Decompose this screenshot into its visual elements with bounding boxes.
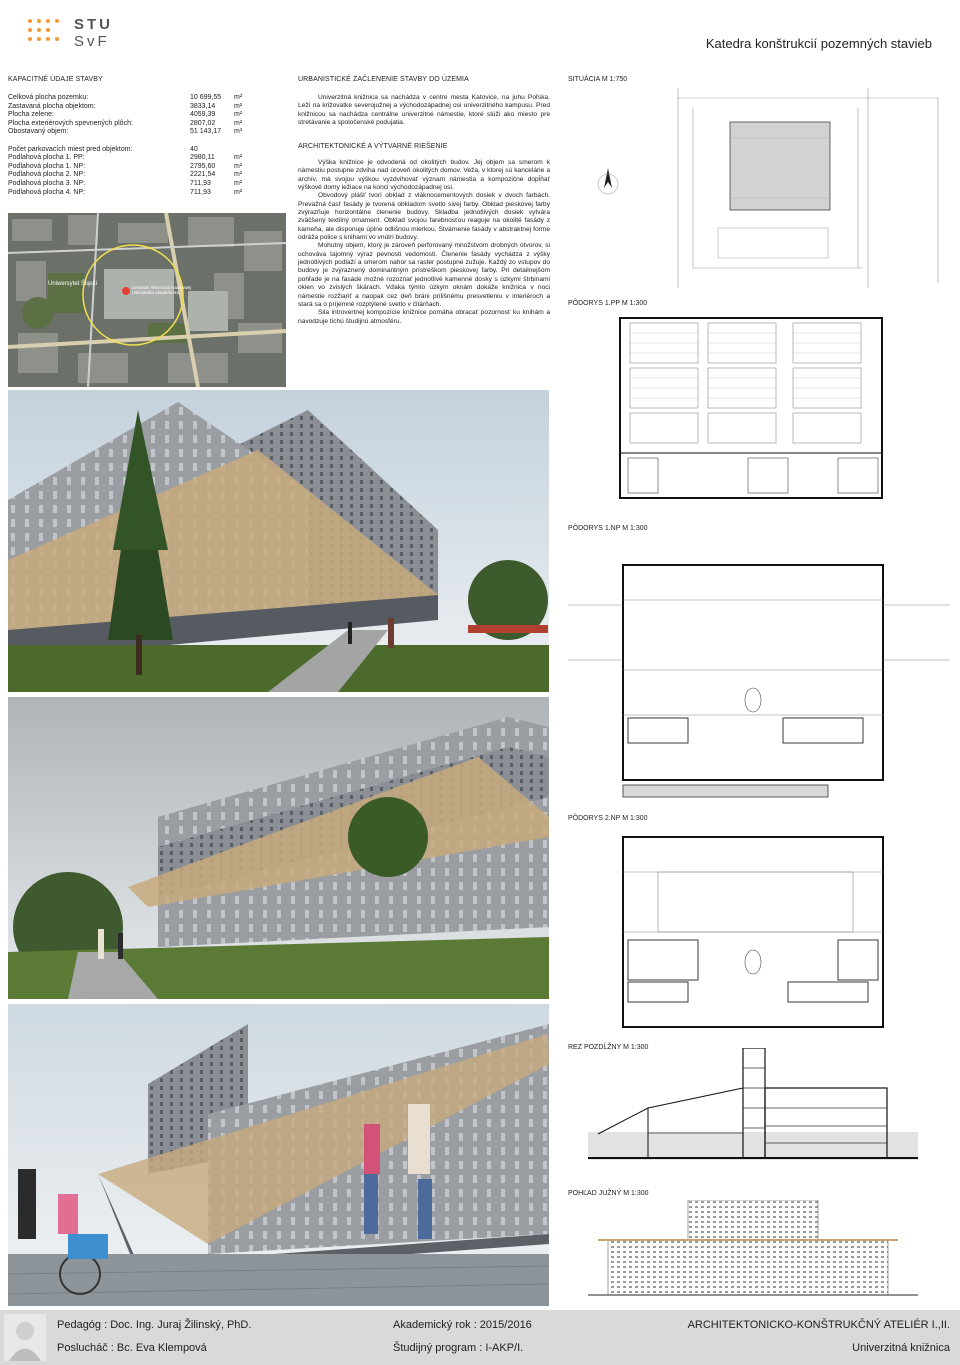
section-label: REZ POZDĹŽNY M 1:300 bbox=[568, 1044, 649, 1051]
capacity-unit: m² bbox=[234, 171, 243, 179]
footer-bar bbox=[0, 1310, 960, 1365]
capacity-value: 4059,39 bbox=[190, 111, 216, 119]
capacity-row bbox=[8, 189, 278, 198]
capacity-value: 2980,11 bbox=[190, 154, 215, 162]
capacity-unit: m² bbox=[234, 188, 243, 196]
elevation-label: POHĽAD JUŽNÝ M 1:300 bbox=[568, 1190, 649, 1197]
location-map[interactable] bbox=[8, 213, 286, 387]
stu-logo bbox=[74, 16, 113, 50]
capacity-row bbox=[8, 154, 278, 163]
author-avatar bbox=[4, 1314, 46, 1361]
capacity-row bbox=[8, 137, 278, 146]
capacity-value: 711,93 bbox=[190, 179, 211, 187]
capacity-label: Podlahová plocha 4. NP: bbox=[8, 188, 86, 196]
capacity-title: KAPACITNÉ ÚDAJE STAVBY bbox=[8, 76, 103, 83]
capacity-row bbox=[8, 111, 278, 120]
capacity-label: Podlahová plocha 1. PP: bbox=[8, 154, 85, 162]
capacity-value: 3833,14 bbox=[190, 102, 216, 110]
capacity-row bbox=[8, 146, 278, 155]
plan-pp1-label: PÔDORYS 1.PP M 1:300 bbox=[568, 300, 648, 307]
arch-paragraph-3: Mohutný objem, ktorý je zároveň perforovaný množstvom drobných otvorov, si uchováva tajomný výraz pevnosti vedomostí. Členenie fasády vychádza z výšky jednotlivých podlaží a smerom nahor sa raster postupne zužuje. Každý zo vstupov do budovy je zvýraznený dominantným prístreškom pieskovej farby. Pri detailnejšom pohľade je na fasáde možné rozoznať jednotlivé kamenné dosky s úzkymi štrbinami okien vo zvislých škárach. Vďaka týmto úzkym oknám dokáže knižnica v noci námestie rozžiariť a naopak cez deň bráni prílišnému presvetleniu v interiéroch a stará sa o príjemné rozptýlené svetlo v čitárňach. bbox=[298, 242, 550, 308]
academic-year-text: Akademický rok : 2015/2016 bbox=[393, 1319, 532, 1331]
logo-bottom-text: SvF bbox=[74, 33, 110, 50]
render-view-2 bbox=[8, 697, 549, 999]
urban-paragraph: Univerzitná knižnica sa nachádza v centre mesta Katovice, na juhu Poľska. Leží na križovatke severojužnej a východozápadnej osi univerzitného kampusu. Pred knižnicou sa nachádza centrálne univerzitné námestie, ktoré slúži ako miesto pre stretávanie a spoločenské podujatia. bbox=[298, 94, 550, 127]
situation-label: SITUÁCIA M 1:750 bbox=[568, 76, 628, 83]
capacity-unit bbox=[234, 137, 278, 146]
capacity-value: 2807,02 bbox=[190, 119, 216, 127]
capacity-unit: m² bbox=[234, 94, 243, 101]
capacity-value: 51 143,17 bbox=[190, 128, 222, 136]
teacher-text: Pedagóg : Doc. Ing. Juraj Žilinský, PhD. bbox=[57, 1319, 252, 1331]
arch-paragraph-2: Obvodový plášť tvorí obklad z vláknocementových dosiek v dvoch farbách. Prevažná časť fasády je tvorená obkladom svetlo sivej farby. Obklad pieskovej farby zvýrazňuje horizontálne členenie budovy. Skladba jednotlivých dosiek vytvára zväčšený textilný ornament. Obklad svojou farebnosťou reaguje na okolité fasády z kameňa, ale disponuje úplne odlišnou mierkou. Stvárnenie fasády v abstraktnej forme odráža police s knihami vo vnútri budovy. bbox=[298, 192, 550, 242]
elevation-drawing bbox=[568, 1200, 950, 1310]
capacity-row bbox=[8, 128, 278, 137]
plan-np1-label: PÔDORYS 1.NP M 1:300 bbox=[568, 525, 648, 532]
capacity-label: Počet parkovacích miest pred objektom: bbox=[8, 145, 133, 153]
capacity-unit: m² bbox=[234, 179, 243, 187]
capacity-unit bbox=[234, 146, 278, 155]
capacity-row bbox=[8, 94, 278, 103]
arch-paragraph-1: Výška knižnice je odvodená od okolitých budov. Jej objem sa smerom k námestiu postupne zdvíha nad úroveň okolitých domov. Veža, v ktorej sú kancelárie a archív, má svojou výškou vyzdvihovať význam námestia a kompozične dopĺňať výškové domy ležiace na konci východozápadnej osi. bbox=[298, 159, 550, 192]
capacity-label: Podlahová plocha 3. NP: bbox=[8, 179, 86, 187]
capacity-label bbox=[8, 137, 190, 146]
capacity-row bbox=[8, 171, 278, 180]
map-label-library: Centrum Informacji Naukowej i Biblioteka Akademicka bbox=[132, 285, 192, 295]
capacity-unit: m³ bbox=[234, 128, 243, 136]
capacity-label: Podlahová plocha 2. NP: bbox=[8, 171, 86, 179]
capacity-row bbox=[8, 180, 278, 189]
capacity-label: Zastavaná plocha objektom: bbox=[8, 102, 96, 110]
capacity-row bbox=[8, 103, 278, 112]
situation-drawing bbox=[568, 88, 950, 288]
department-title: Katedra konštrukcií pozemných stavieb bbox=[705, 36, 932, 51]
urban-title: URBANISTICKÉ ZAČLENENIE STAVBY DO ÚZEMIA bbox=[298, 76, 469, 83]
logo-top-text: STU bbox=[74, 16, 113, 33]
capacity-value: 2795,60 bbox=[190, 162, 216, 170]
capacity-row bbox=[8, 120, 278, 129]
student-text: Poslucháč : Bc. Eva Klempová bbox=[57, 1342, 207, 1354]
capacity-label: Plocha exteriérových spevnených plôch: bbox=[8, 119, 133, 127]
capacity-unit: m² bbox=[234, 154, 243, 162]
capacity-unit: m² bbox=[234, 111, 243, 119]
arch-text bbox=[298, 159, 550, 326]
plan-np2-label: PÔDORYS 2.NP M 1:300 bbox=[568, 815, 648, 822]
plan-np1-drawing bbox=[568, 560, 950, 800]
map-label-university: Uniwersytet Śląski bbox=[48, 281, 98, 287]
studio-text: ARCHITEKTONICKO-KONŠTRUKČNÝ ATELIÉR I.,II. bbox=[687, 1319, 950, 1331]
capacity-label: Celková plocha pozemku: bbox=[8, 94, 89, 101]
project-text: Univerzitná knižnica bbox=[852, 1342, 950, 1354]
capacity-value: 40 bbox=[190, 145, 198, 153]
urban-text bbox=[298, 94, 550, 127]
capacity-label: Plocha zelene: bbox=[8, 111, 54, 119]
capacity-unit: m² bbox=[234, 119, 243, 127]
stu-logo-dots bbox=[28, 19, 68, 49]
capacity-value bbox=[190, 137, 234, 146]
capacity-value: 711,93 bbox=[190, 188, 211, 196]
capacity-value: 2221,54 bbox=[190, 171, 216, 179]
render-view-3 bbox=[8, 1004, 549, 1306]
capacity-value: 10 699,55 bbox=[190, 94, 222, 101]
capacity-label: Obostavaný objem: bbox=[8, 128, 69, 136]
capacity-label: Podlahová plocha 1. NP: bbox=[8, 162, 86, 170]
render-view-1 bbox=[8, 390, 549, 692]
plan-np2-drawing bbox=[568, 832, 950, 1032]
study-program-text: Študijný program : I-AKP/I. bbox=[393, 1342, 524, 1354]
arch-paragraph-4: Sila introvertnej kompozície knižnice pomáha obracať pozornosť ku knihám a navodzuje tichú študijnú atmosféru. bbox=[298, 309, 550, 325]
capacity-table bbox=[8, 94, 278, 197]
plan-pp1-drawing bbox=[568, 313, 950, 513]
capacity-unit: m² bbox=[234, 162, 243, 170]
section-drawing bbox=[568, 1048, 950, 1178]
capacity-unit: m² bbox=[234, 102, 243, 110]
arch-title: ARCHITEKTONICKÉ A VÝTVARNÉ RIEŠENIE bbox=[298, 143, 448, 150]
capacity-row bbox=[8, 163, 278, 172]
